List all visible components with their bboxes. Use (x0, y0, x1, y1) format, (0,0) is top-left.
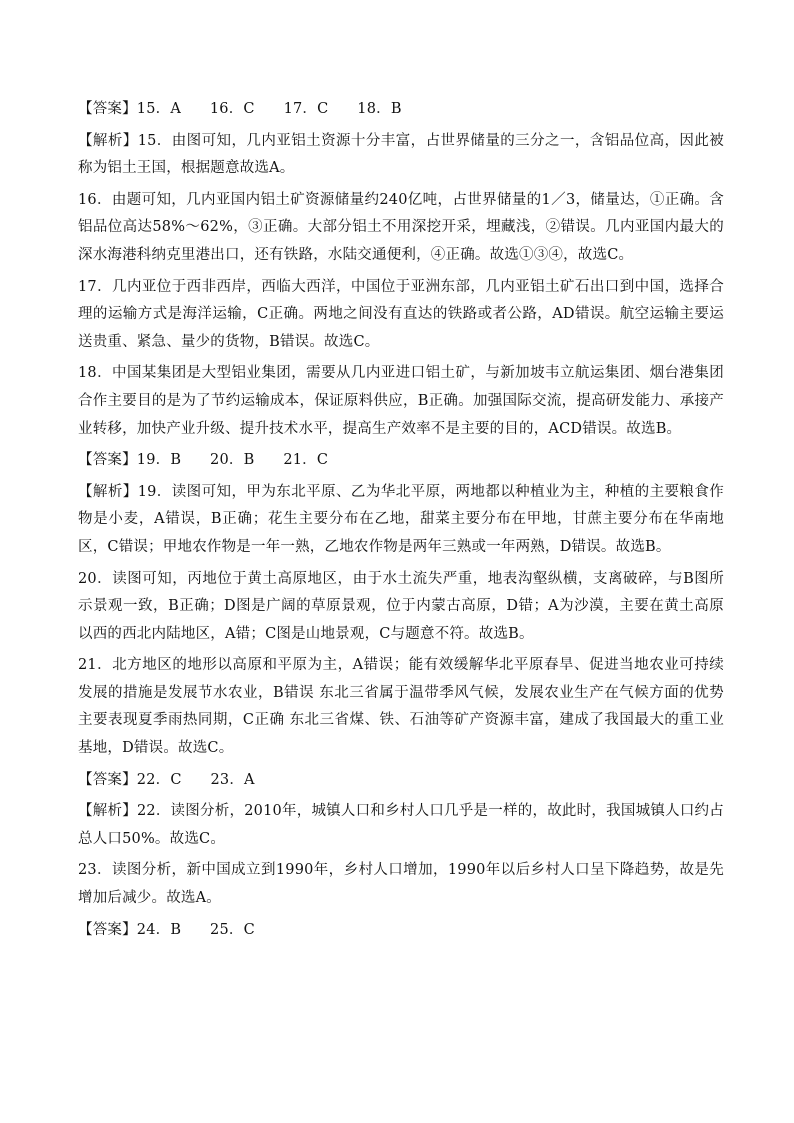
analysis-paragraph-15: 【解析】15．由图可知，几内亚铝土资源十分丰富，占世界储量的三分之一，含铝品位高，因此被称为铝土王国，根据题意故选A。 (78, 132, 724, 177)
analysis-paragraph-17: 17．几内亚位于西非西岸，西临大西洋，中国位于亚洲东部，几内亚铝土矿石出口到中国，选择合理的运输方式是海洋运输，C正确。两地之间没有直达的铁路或者公路，AD错误。航空运输主要运送贵重、紧急、量少的货物，B错误。故选C。 (78, 278, 724, 350)
answer-line-22-23: 【答案】22．C 23．A (78, 771, 255, 788)
analysis-paragraph-18: 18．中国某集团是大型铝业集团，需要从几内亚进口铝土矿，与新加坡韦立航运集团、烟台港集团合作主要目的是为了节约运输成本，保证原料供应，B正确。加强国际交流，提高研发能力、承接产业转移，加快产业升级、提升技术水平，提高生产效率不是主要的目的，ACD错误。故选B。 (78, 365, 724, 437)
analysis-paragraph-16: 16．由题可知，几内亚国内铝土矿资源储量约240亿吨，占世界储量的1／3，储量达，①正确。含铝品位高达58%～62%，③正确。大部分铝土不用深挖开采，埋藏浅，②错误。几内亚国内最大的深水海港科纳克里港出口，还有铁路，水陆交通便利，④正确。故选①③④，故选C。 (78, 191, 724, 263)
answer-line-19-21: 【答案】19．B 20．B 21．C (78, 452, 329, 469)
analysis-paragraph-21: 21．北方地区的地形以高原和平原为主，A错误；能有效缓解华北平原春旱、促进当地农业可持续发展的措施是发展节水农业，B错误 东北三省属于温带季风气候，发展农业生产在气候方面的优势主要表现夏季雨热同期，C正确 东北三省煤、铁、石油等矿产资源丰富，建成了我国最大的重工业基地，D错误。故选C。 (78, 657, 724, 757)
analysis-paragraph-23: 23．读图分析，新中国成立到1990年，乡村人口增加，1990年以后乡村人口呈下降趋势，故是先增加后减少。故选A。 (78, 862, 724, 907)
analysis-paragraph-20: 20．读图可知，丙地位于黄土高原地区，由于水土流失严重，地表沟壑纵横，支离破碎，与B图所示景观一致，B正确；D图是广阔的草原景观，位于内蒙古高原，D错；A为沙漠，主要在黄土高原以西的西北内陆地区，A错；C图是山地景观，C与题意不符。故选B。 (78, 570, 724, 642)
answer-line-15-18: 【答案】15．A 16．C 17．C 18．B (78, 101, 402, 117)
answer-line-24-25: 【答案】24．B 25．C (78, 921, 255, 938)
analysis-paragraph-19: 【解析】19．读图可知，甲为东北平原、乙为华北平原，两地都以种植业为主，种植的主要粮食作物是小麦，A错误，B正确；花生主要分布在乙地，甜菜主要分布在甲地，甘蔗主要分布在华南地区，C错误；甲地农作物是一年一熟，乙地农作物是两年三熟或一年两熟，D错误。故选B。 (78, 483, 724, 555)
analysis-paragraph-22: 【解析】22．读图分析，2010年，城镇人口和乡村人口几乎是一样的，故此时，我国城镇人口约占总人口50%。故选C。 (78, 803, 724, 847)
